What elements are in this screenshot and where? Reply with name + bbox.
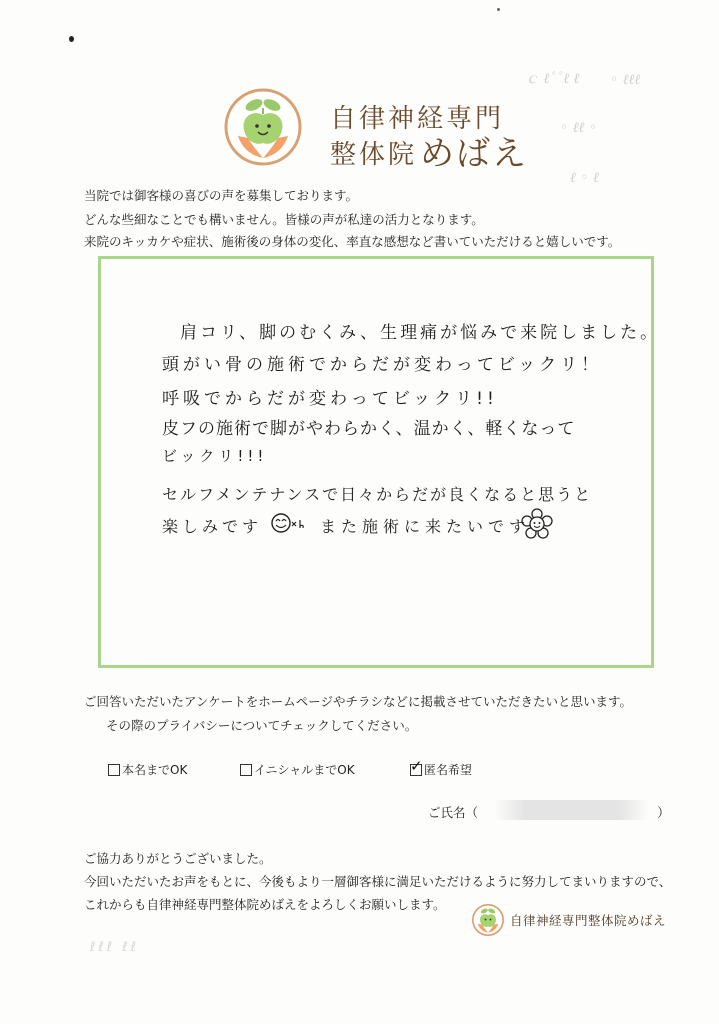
show-through-mark: ｃ ℓﾟﾟℓ ℓ	[525, 71, 580, 87]
checkbox-real-name[interactable]	[108, 764, 120, 776]
name-field-redacted[interactable]	[494, 800, 649, 820]
intro-line: 当院では御客様の喜びの声を募集しております。	[84, 188, 359, 203]
handwritten-line: 楽しみです	[162, 517, 263, 536]
handwritten-line: 皮フの施術で脚がやわらかく、温かく、軽くなって	[162, 419, 576, 439]
show-through-mark: ◦ ℓℓ ◦	[560, 120, 598, 136]
closing-line: ご協力ありがとうございました。	[84, 851, 272, 866]
option-label: 匿名希望	[424, 763, 473, 777]
consent-text: ご回答いただいたアンケートをホームページやチラシなどに掲載させていただきたいと思います。	[84, 694, 633, 709]
checkmark-icon: ✓	[410, 756, 423, 775]
footer-clinic-name: 自律神経専門整体院めばえ	[510, 913, 667, 928]
mebae-logo-icon	[224, 88, 302, 166]
handwritten-line: また施術に来たいです	[320, 517, 531, 536]
logo-title-line2: 整体院	[330, 140, 418, 170]
logo-title-line1: 自律神経専門	[330, 104, 505, 134]
handwritten-line: 頭がい骨の施術でからだが変わってビックリ！	[162, 355, 603, 375]
option-initials[interactable]	[240, 761, 355, 778]
handwritten-line: ビックリ!!!	[162, 447, 268, 465]
option-label: イニシャルまでOK	[254, 763, 355, 777]
show-through-mark: ℓ ◦ ℓ	[570, 170, 599, 186]
logo-brand-name: めばえ	[420, 134, 528, 174]
faint-show-through: ℓℓℓ ℓℓ	[90, 940, 139, 955]
flower-doodle-icon	[521, 508, 553, 540]
show-through-mark: ◦ ℓℓℓ	[610, 72, 641, 88]
option-anonymous[interactable]	[410, 756, 473, 778]
intro-line: どんな些細なことでも構いません。皆様の声が私達の活力となります。	[84, 212, 484, 227]
ink-dot	[69, 36, 74, 42]
smiley-doodle-icon	[270, 512, 310, 536]
ink-dot	[497, 8, 500, 11]
option-real-name[interactable]	[108, 761, 187, 778]
name-close-paren: ）	[657, 806, 671, 821]
handwritten-line: セルフメンテナンスで日々からだが良くなると思うと	[162, 485, 593, 504]
closing-line: 今回いただいたお声をもとに、今後もより一層御客様に満足いただけるように努力してまいりますので、	[84, 874, 672, 889]
checkbox-initials[interactable]	[240, 764, 252, 776]
intro-line: 来院のキッカケや症状、施術後の身体の変化、率直な感想など書いていただけると嬉しいです。	[84, 234, 621, 249]
name-label: ご氏名（	[428, 805, 479, 820]
consent-text: その際のプライバシーについてチェックしてください。	[106, 718, 418, 733]
footer-logo-icon	[472, 904, 504, 936]
option-label: 本名までOK	[122, 763, 188, 777]
checkbox-anonymous[interactable]	[410, 756, 423, 776]
closing-line: これからも自律神経専門整体院めばえをよろしくお願いします。	[84, 897, 446, 912]
handwritten-line: 肩コリ、脚のむくみ、生理痛が悩みで来院しました。	[180, 323, 661, 343]
handwritten-line: 呼吸でからだが変わってビックリ!!	[162, 389, 498, 409]
